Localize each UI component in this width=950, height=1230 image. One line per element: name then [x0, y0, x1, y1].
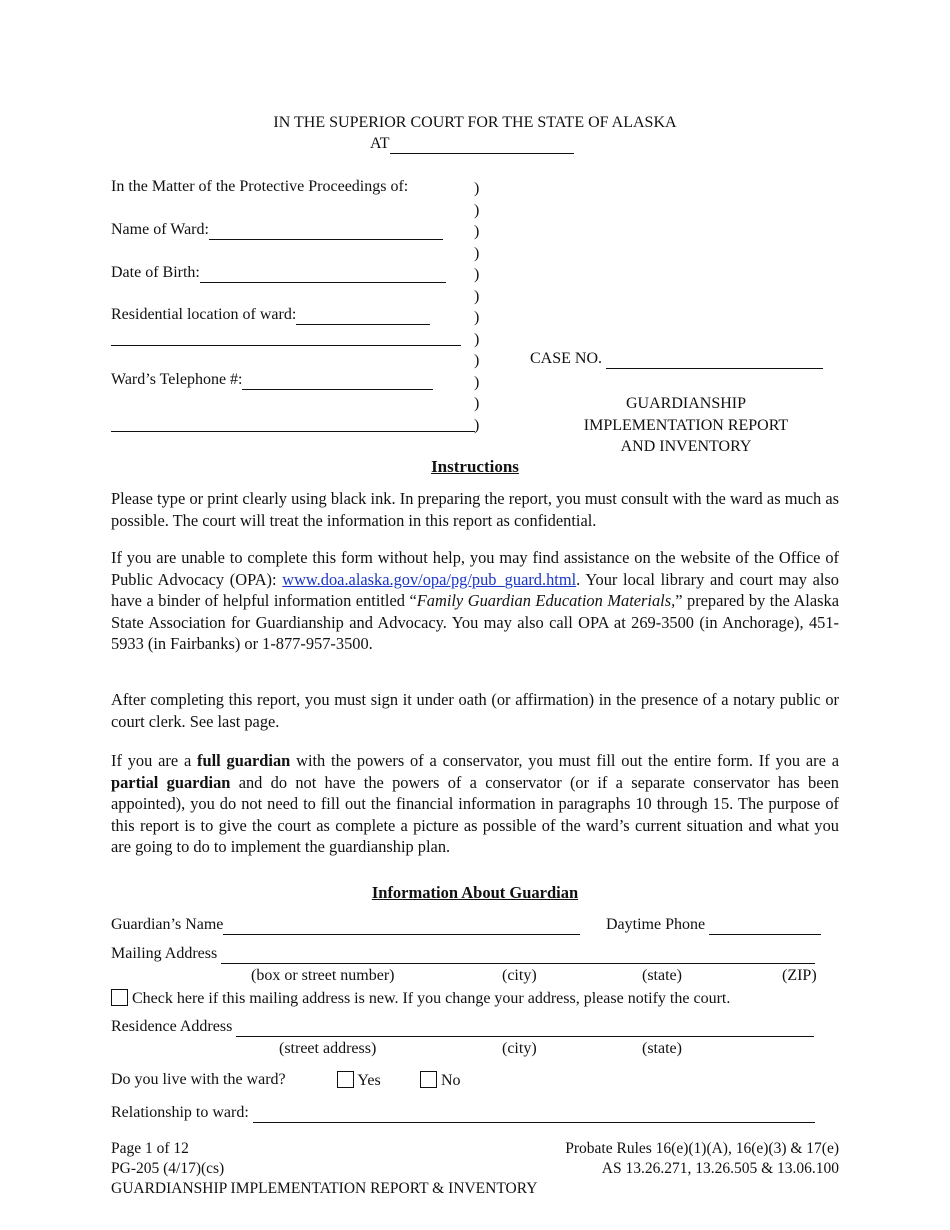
- daytime-phone-row: Daytime Phone: [606, 916, 821, 935]
- court-location-line: AT: [370, 135, 574, 154]
- residence-row: Residential location of ward:: [111, 306, 430, 325]
- probate-rules: Probate Rules 16(e)(1)(A), 16(e)(3) & 17(e): [565, 1140, 839, 1157]
- caption-bottom-line: [111, 431, 475, 432]
- residence-field-line-2[interactable]: [111, 345, 461, 346]
- footer-left: [111, 1139, 537, 1199]
- relationship-field[interactable]: [253, 1104, 815, 1123]
- page-number: Page 1 of 12: [111, 1140, 189, 1157]
- dob-row: Date of Birth:: [111, 264, 446, 283]
- caption-paren: ): [474, 223, 480, 240]
- residence-sub-state: (state): [642, 1040, 682, 1057]
- instructions-paragraph-1: Please type or print clearly using black ink. In preparing the report, you must consult with the ward as much as possible. The court will treat the information in this report as confidential.: [111, 489, 839, 530]
- ward-name-field[interactable]: [209, 221, 443, 240]
- daytime-phone-field[interactable]: [709, 916, 821, 935]
- residence-address-field[interactable]: [236, 1018, 814, 1037]
- instructions-paragraph-3: After completing this report, you must sign it under oath (or affirmation) in the presence of a notary public or court clerk. See last page.: [111, 690, 839, 731]
- instructions-paragraph-4: If you are a full guardian with the powers of a conservator, you must fill out the entire form. If you are a partial guardian and do not have the powers of a conservator (or if a separate conservator has been appointed), you do not need to fill out the financial information in paragraphs 10 through 15. The purpose of this report is to give the court as complete a picture as possible of the ward’s current situation and what you are going to do to implement the guardianship plan.: [111, 751, 839, 856]
- mailing-sub-zip: (ZIP): [782, 967, 817, 984]
- telephone-field[interactable]: [242, 371, 433, 390]
- no-checkbox[interactable]: [420, 1071, 437, 1088]
- ward-name-row: Name of Ward:: [111, 221, 443, 240]
- live-with-no-option: No: [420, 1071, 461, 1090]
- mailing-address-row: Mailing Address: [111, 945, 815, 964]
- form-title: GUARDIANSHIP IMPLEMENTATION REPORT AND INVENTORY: [583, 395, 789, 455]
- caption-paren: ): [474, 373, 480, 391]
- caption-paren: ): [474, 201, 480, 219]
- footer-right: [565, 1139, 839, 1179]
- form-number: PG-205 (4/17)(cs): [111, 1160, 225, 1177]
- residence-field[interactable]: [296, 306, 430, 325]
- telephone-row: Ward’s Telephone #:: [111, 371, 433, 390]
- court-heading: IN THE SUPERIOR COURT FOR THE STATE OF ALASKA: [273, 114, 677, 131]
- caption-paren: ): [474, 416, 480, 434]
- mailing-address-field[interactable]: [221, 945, 815, 964]
- guardian-name-row: Guardian’s Name: [111, 916, 580, 935]
- matter-label: In the Matter of the Protective Proceedings of:: [111, 178, 409, 195]
- dob-field[interactable]: [200, 264, 446, 283]
- new-address-row: Check here if this mailing address is new. If you change your address, please notify the court.: [111, 989, 730, 1008]
- caption-paren: ): [474, 287, 480, 305]
- residence-sub-street: (street address): [279, 1040, 377, 1057]
- guardian-info-heading: Information About Guardian: [371, 883, 579, 902]
- case-no-row: CASE NO.: [530, 350, 823, 369]
- caption-paren: ): [474, 352, 480, 369]
- caption-paren: ): [474, 309, 480, 326]
- instructions-paragraph-2: If you are unable to complete this form without help, you may find assistance on the website of the Office of Public Advocacy (OPA): www.doa.alaska.gov/opa/pg/pub_guard.html. Your local library and court may also have a binder of helpful information entitled “Family Guardian Education Materials,” prepared by the Alaska State Association for Guardianship and Advocacy. You may also call OPA at 269-3500 (in Anchorage), 451-5933 (in Fairbanks) or 1-877-957-3500.: [111, 548, 839, 653]
- caption-paren: ): [474, 395, 480, 412]
- residence-address-row: Residence Address: [111, 1018, 814, 1037]
- form-name: GUARDIANSHIP IMPLEMENTATION REPORT & INVENTORY: [111, 1180, 538, 1197]
- new-address-checkbox[interactable]: [111, 989, 128, 1006]
- caption-paren: ): [474, 180, 480, 197]
- mailing-sub-state: (state): [642, 967, 682, 984]
- relationship-row: Relationship to ward:: [111, 1104, 815, 1123]
- live-with-ward-row: Do you live with the ward?: [111, 1071, 286, 1088]
- mailing-sub-city: (city): [502, 967, 537, 984]
- statutes: AS 13.26.271, 13.26.505 & 13.06.100: [601, 1160, 839, 1177]
- residence-sub-city: (city): [502, 1040, 537, 1057]
- caption-paren: ): [474, 244, 480, 262]
- mailing-sub-street: (box or street number): [251, 967, 395, 984]
- caption-paren: ): [474, 266, 480, 283]
- live-with-yes-option: Yes: [337, 1071, 381, 1090]
- instructions-heading: Instructions: [431, 457, 519, 476]
- court-location-field[interactable]: [390, 135, 574, 154]
- yes-checkbox[interactable]: [337, 1071, 354, 1088]
- caption-paren: ): [474, 330, 480, 348]
- guardian-name-field[interactable]: [223, 916, 580, 935]
- case-no-field[interactable]: [606, 350, 823, 369]
- opa-website-link[interactable]: www.doa.alaska.gov/opa/pg/pub_guard.html: [282, 569, 577, 589]
